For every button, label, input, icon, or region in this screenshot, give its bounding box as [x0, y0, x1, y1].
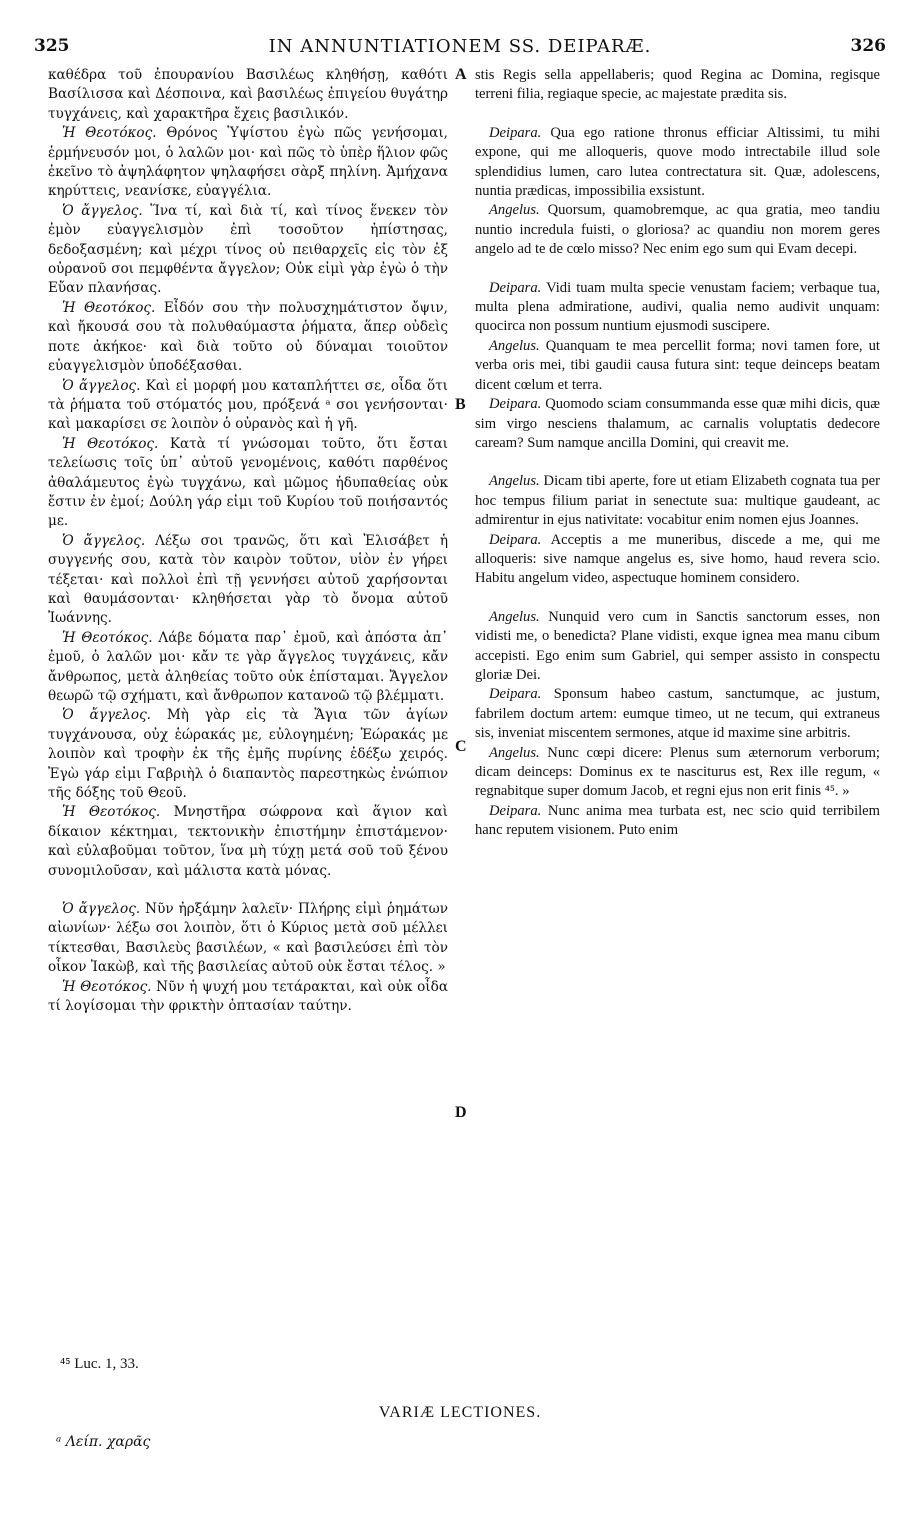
page-number-right: 326 [850, 36, 886, 56]
speaker-label: Ὁ ἄγγελος. [62, 202, 143, 219]
speaker-label: Deipara. [489, 396, 542, 413]
greek-paragraph: Ὁ ἄγγελος. Ἵνα τί, καὶ διὰ τί, καὶ τίνος ἕνεκεν τὸν ἐμὸν εὐαγγελισμὸν ἐπὶ τοσοῦτον ἠπίστησας, δεδοξασμένη; καὶ μέχρι τίνος οὐ πειθαρχεῖς εἰς τὸν ἐξ οὐρανοῦ σοι πεμφθέντα ἄγγελον; Οὐκ εἰμὶ γὰρ ἐγὼ ὁ τὴν Εὔαν πλανήσας. [48, 202, 448, 297]
margin-letter-d: D [455, 1104, 467, 1121]
speaker-label: Deipara. [489, 124, 542, 141]
latin-paragraph: Angelus. Nunc cœpi dicere: Plenus sum æternorum verborum; dicam deinceps: Dominus ex te nasciturus est, Rex ille regum, « regnabitque super domum Jacob, et regni ejus non erit finis ⁴⁵. » [475, 744, 880, 800]
greek-paragraph: Ἡ Θεοτόκος. Θρόνος Ὑψίστου ἐγὼ πῶς γενήσομαι, ἑρμήνευσόν μοι, ὁ λαλῶν μοι· καὶ πῶς τὸ ὑπὲρ ἥλιον φῶς ἐκεῖνο τὸ ἀψηλάφητον ψηλαφήσει σὰρξ πηλίνη. Ἀμήχανα κηρύττεις, νεανίσκε, εὐαγγέλια. [48, 125, 448, 200]
speaker-label: Deipara. [489, 802, 542, 819]
latin-column [475, 66, 880, 841]
variae-lectiones-title: VARIÆ LECTIONES. [378, 1404, 542, 1421]
speaker-label: Angelus. [489, 202, 540, 219]
latin-paragraph: Deipara. Quomodo sciam consummanda esse quæ mihi dicis, quæ sim virgo nesciens thalamum, ac carnalis voluptatis dedecore caream? Sum namque ancilla Domini, qui creavit me. [475, 396, 880, 451]
latin-paragraph: stis Regis sella appellaberis; quod Regina ac Domina, regisque terreni filia, regiaque specie, ac majestate prædita sis. [475, 67, 880, 103]
greek-paragraph: Ἡ Θεοτόκος. Μνηστῆρα σώφρονα καὶ ἅγιον καὶ δίκαιον κέκτημαι, τεκτονικὴν ἐπιστήμην ἐπιστάμενον· καὶ εὐλαβοῦμαι τοῦτον, ἵνα μὴ τύχῃ μετά σοῦ τοῦ ξένου συνομιλοῦσαν, καὶ μάλιστα κατὰ μόνας. [48, 804, 448, 879]
latin-paragraph: Angelus. Dicam tibi aperte, fore ut etiam Elizabeth cognata tua per hoc tempus filium pariat in senectute sua: multique gaudeant, ac admirentur in ejus nativitate: vocabitur enim nomen ejus Joannes. [475, 473, 880, 529]
greek-paragraph: Ἡ Θεοτόκος. Λάβε δόματα παρ᾽ ἐμοῦ, καὶ ἀπόστα ἀπ᾽ ἐμοῦ, ὁ λαλῶν μοι· κἄν τε γὰρ ἄγγελος τυγχάνεις, κἄν ἄνθρωπος, μετὰ ἀληθείας τοῦτο οὐκ ἐπίσταμαι. Ἄγγελον θεωρῶ τῷ σχήματι, καὶ ἄνθρωπον κατανοῶ τῷ βλέμματι. [48, 629, 449, 704]
speaker-label: Ὁ ἄγγελος. [62, 377, 141, 394]
speaker-label: Ἡ Θεοτόκος. [62, 804, 161, 821]
latin-paragraph: Deipara. Acceptis a me muneribus, discede a me, qui me alloqueris: sive namque angelus es, sive homo, haud revera scio. Habitu angelum video, aspectuque hominem considero. [475, 531, 880, 587]
footnote: ⁴⁵ Luc. 1, 33. [60, 1356, 139, 1372]
margin-letter-c: C [455, 738, 467, 755]
speaker-label: Deipara. [489, 686, 542, 703]
speaker-label: Ὁ ἄγγελος. [62, 532, 146, 549]
greek-paragraph: καθέδρα τοῦ ἐπουρανίου Βασιλέως κληθήσῃ, καθότι Βασίλισσα καὶ Δέσποινα, καὶ βασιλέως ἐπιγείου θυγάτηρ τυγχάνεις, καὶ χαρακτῆρα ἔχεις βασιλικόν. [48, 67, 448, 122]
page-number-left: 325 [34, 36, 70, 56]
speaker-label: Ὁ ἄγγελος. [62, 707, 152, 724]
greek-paragraph: Ὁ ἄγγελος. Λέξω σοι τρανῶς, ὅτι καὶ Ἐλισάβετ ἡ συγγενής σου, κατὰ τὸν καιρὸν τοῦτον, υἱὸν ἐν γήρει τέξεται· καὶ πολλοὶ ἐπὶ τῇ γεννήσει αὐτοῦ χαρήσονται καὶ θαυμάσονται· κληθήσεται γὰρ τὸ ὄνομα αὐτοῦ Ἰωάννης. [48, 532, 449, 627]
speaker-label: Angelus. [489, 608, 540, 625]
speaker-label: Ἡ Θεοτόκος. [62, 125, 157, 142]
latin-paragraph: Deipara. Sponsum habeo castum, sanctumque, ac justum, fabrilem doctum artem: eumque timeo, ut ne tecum, qui extraneus sis, inveniat miscentem sermones, atque id maxime sine arbitris. [475, 686, 880, 742]
margin-letter-b: B [455, 396, 466, 413]
running-title: IN ANNUNTIATIONEM SS. DEIPARÆ. [268, 36, 652, 57]
speaker-label: Angelus. [489, 744, 540, 761]
greek-paragraph: Ὁ ἄγγελος. Μὴ γὰρ εἰς τὰ Ἅγια τῶν ἁγίων τυγχάνουσα, οὐχ ἑώρακάς με, εὐλογημένη; Ἑώρακάς με λοιπὸν καὶ τροφὴν ἐκ τῆς ἐμῆς πυρίνης ἐδέξω χειρός. Ἐγὼ γάρ εἰμι Γαβριὴλ ὁ διαπαντὸς παρεστηκὼς ἐνώπιον τῆς δόξης τοῦ Θεοῦ. [48, 707, 448, 802]
latin-paragraph: Angelus. Quanquam te mea percellit forma; novi tamen fore, ut verba oris mei, tibi gaudii causa futura sint: teque deinceps beatam dicent cœlum et terra. [475, 337, 880, 393]
speaker-label: Ἡ Θεοτόκος. [62, 299, 156, 316]
speaker-label: Ὁ ἄγγελος. [62, 901, 141, 918]
speaker-label: Angelus. [489, 473, 540, 490]
margin-letter-a: A [455, 66, 467, 83]
greek-paragraph: Ὁ ἄγγελος. Καὶ εἰ μορφή μου καταπλήττει σε, οἶδα ὅτι τὰ ῥήματα τοῦ στόματός μου, πρόξενά ᵃ σοι γενήσονται· καὶ μακαρίσει σε λοιπὸν ὁ οὐρανὸς καὶ ἡ γῆ. [48, 377, 448, 433]
speaker-label: Deipara. [489, 279, 542, 296]
latin-paragraph: Angelus. Quorsum, quamobremque, ac qua gratia, meo tandiu nuntio incredula fuisti, o gloriosa? ac quandiu non morem geres angelo ad te de cœlo misso? Nec enim ego sum qui Evam decepi. [475, 202, 880, 258]
greek-paragraph: Ὁ ἄγγελος. Νῦν ἠρξάμην λαλεῖν· Πλήρης εἰμὶ ῥημάτων αἰωνίων· λέξω σοι λοιπὸν, ὅτι ὁ Κύριος μετὰ σοῦ μέλλει τίκτεσθαι, Βασιλεὺς βασιλέων, « καὶ βασιλεύσει ἐπὶ τὸν οἶκον Ἰακὼβ, καὶ τῆς βασιλείας αὐτοῦ οὐκ ἔσται τέλος. » [48, 901, 448, 976]
speaker-label: Deipara. [489, 531, 542, 548]
greek-paragraph: Ἡ Θεοτόκος. Νῦν ἡ ψυχή μου τετάρακται, καὶ οὐκ οἶδα τί λογίσομαι τὴν φρικτὴν ὀπτασίαν ταύτην. [48, 978, 449, 1015]
page-header [34, 36, 886, 60]
speaker-label: Ἡ Θεοτόκος. [62, 978, 152, 995]
greek-paragraph: Ἡ Θεοτόκος. Εἶδόν σου τὴν πολυσχημάτιστον ὄψιν, καὶ ἤκουσά σου τὰ πολυθαύμαστα ῥήματα, ἅπερ οὐδεὶς ποτε ἀκήκοε· καὶ διὰ τοῦτο οὐ δύναμαι τοιοῦτον εὐαγγελισμὸν ὑποδέξασθαι. [48, 299, 448, 375]
latin-paragraph: Angelus. Nunquid vero cum in Sanctis sanctorum esses, non vidisti me, o benedicta? Plane vidisti, exque ignea mea manu cibum accepisti. Ego enim sum Gabriel, qui semper assisto in conspectu gloriæ Dei. [475, 608, 880, 683]
speaker-label: Ἡ Θεοτόκος. [62, 435, 159, 452]
latin-paragraph: Deipara. Nunc anima mea turbata est, nec scio quid terribilem hanc reputem visionem. Puto enim [475, 802, 881, 839]
speaker-label: Ἡ Θεοτόκος. [62, 629, 153, 646]
greek-column [48, 66, 448, 1017]
speaker-label: Angelus. [489, 337, 540, 354]
greek-paragraph: Ἡ Θεοτόκος. Κατὰ τί γνώσομαι τοῦτο, ὅτι ἔσται τελείωσις τοῖς ὑπ᾽ αὐτοῦ γενομένοις, καθότι παρθένος ἀθαλάμευτος ἐγὼ τυγχάνω, καὶ μῶμος ἡδυπαθείας οὐκ ἔστιν ἐν ἐμοί; Δούλη γάρ εἰμι τοῦ Κυρίου τοῦ ποιήσαντός με. [48, 435, 448, 530]
latin-paragraph: Deipara. Vidi tuam multa specie venustam faciem; verbaque tua, multa plena admiratione, audivi, qualia nemo audivit unquam: quocirca non possum nuntium ejusmodi suscipere. [475, 279, 880, 335]
variant-reading-note: ᵃ Λείπ. χαρᾶς [56, 1434, 151, 1450]
latin-paragraph: Deipara. Qua ego ratione thronus efficiar Altissimi, tu mihi expone, qui me alloqueris, quove modo intrectabile illud sole splendidius lumen, caro lutea contrectatura sit. Quæ, adolescens, nuntia prædicas, impossibilia exsistunt. [475, 124, 880, 200]
